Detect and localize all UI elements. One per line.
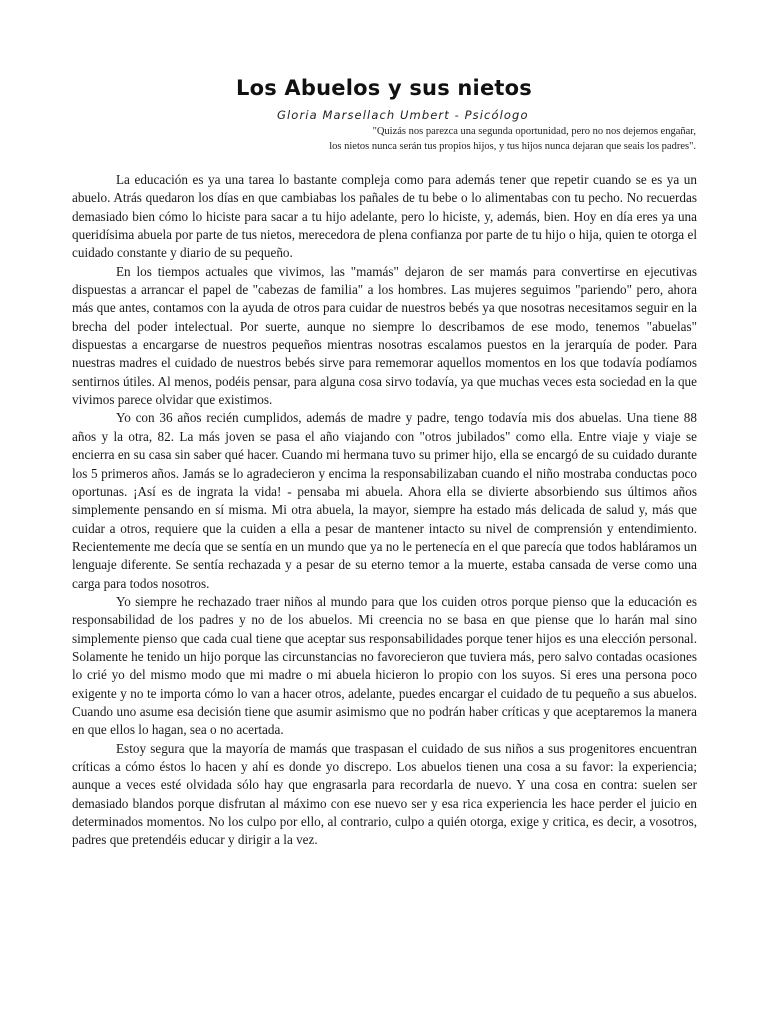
body-paragraph: Yo con 36 años recién cumplidos, además de madre y padre, tengo todavía mis dos abuelas. Una tiene 88 años y la otra, 82. La más joven se pasa el año viajando con "otros jubilados" como ella. Entre viaje y viaje se encierra en su casa sin saber qué hacer. Cuando mi hermana tuvo su primer hijo, ella se encargó de su cuidado durante los 5 primeros años. Jamás se lo agradecieron y encima la responsabilizaban cuando el niño mostraba conductas poco oportunas. ¡Así es de ingrata la vida! - pensaba mi abuela. Ahora ella se divierte absorbiendo sus últimos años simplemente pensando en sí misma. Mi otra abuela, la mayor, siempre ha estado más delicada de salud y, más que cuidar a otros, requiere que la cuiden a ella a pesar de mantener intacto su nivel de comprensión y entendimiento. Recientemente me decía que se sentía en un mundo que ya no le pertenecía en el que parecía que todos habláramos un lenguaje diferente. Se sentía rechazada y a pesar de su eterno temor a la muerte, estaba cansada de verse como una carga para todos nosotros. (72, 410, 697, 591)
document-author: Gloria Marsellach Umbert - Psicólogo (277, 108, 529, 122)
epigraph-quote-line-2: los nietos nunca serán tus propios hijos, y tus hijos nunca dejaran que seais los padres". (329, 141, 696, 152)
body-paragraph: Estoy segura que la mayoría de mamás que traspasan el cuidado de sus niños a sus progenitores encuentran críticas a cómo éstos lo hacen y ahí es donde yo discrepo. Los abuelos tienen una cosa a su favor: la experiencia; aunque a veces esté olvidada sólo hay que engrasarla para recordarla de nuevo. Y una cosa en contra: suelen ser demasiado blandos porque disfrutan al máximo con ese nuevo ser y esa rica experiencia les hace perder el juicio en determinados momentos. No los culpo por ello, al contrario, culpo a quién otorga, exige y critica, es decir, a vosotros, padres que pretendéis educar y dirigir a la vez. (72, 740, 697, 848)
body-paragraph: En los tiempos actuales que vivimos, las "mamás" dejaron de ser mamás para convertirse en ejecutivas dispuestas a arrancar el papel de "cabezas de familia" a los hombres. Las mujeres seguimos "pariendo" pero, ahora más que antes, contamos con la ayuda de otros para cuidar de nuestros bebés ya que nosotras necesitamos seguir en la brecha del poder intelectual. Por suerte, aunque no siempre lo describamos de ese modo, tenemos "abuelas" dispuestas a encargarse de nuestros pequeños mientras nosotras escalamos puestos en la jerarquía de poder. Para nuestras madres el cuidado de nuestros bebés sirve para rememorar aquellos momentos en los que todavía podíamos sentirnos útiles. Al menos, podéis pensar, para alguna cosa sirvo todavía, ya que muchas veces esta sociedad en la que vivimos parece olvidar que existimos. (72, 263, 697, 408)
body-paragraph: Yo siempre he rechazado traer niños al mundo para que los cuiden otros porque pienso que la educación es responsabilidad de los padres y no de los abuelos. Mi creencia no se basa en que piense que lo harán mal sino simplemente pienso que cada cual tiene que aceptar sus responsabilidades porque tener hijos es una elección personal. Solamente he tenido un hijo porque las circunstancias no favorecieron que tuviera más, pero salvo contadas ocasiones lo crié yo del mismo modo que mi madre o mi abuela hicieron lo propio con los suyos. Si eres una persona poco exigente y no te importa cómo lo van a hacer otros, adelante, puedes encargar el cuidado de tu pequeño a sus abuelos. Cuando uno asume esa decisión tiene que asumir asimismo que no podrán haber críticas y que aceptaremos la manera en que ellos lo hagan, sea o no acertada. (72, 593, 697, 738)
document-title: Los Abuelos y sus nietos (236, 76, 532, 100)
body-paragraph: La educación es ya una tarea lo bastante compleja como para además tener que repetir cuando se es ya un abuelo. Atrás quedaron los días en que cambiabas los pañales de tu bebe o lo alimentabas con tu pecho. No recuerdas demasiado bien cómo lo hiciste para sacar a tu hijo adelante, pero lo hiciste, y, además, bien. Hoy en día eres ya una queridísima abuela por parte de tus nietos, merecedora de plena confianza por parte de tu hijo o hija, quien te otorga el cuidado constante y diario de su pequeño. (72, 172, 697, 261)
document-body (72, 171, 697, 850)
epigraph-quote-line-1: "Quizás nos parezca una segunda oportunidad, pero no nos dejemos engañar, (372, 126, 696, 137)
epigraph-quote (236, 124, 696, 154)
